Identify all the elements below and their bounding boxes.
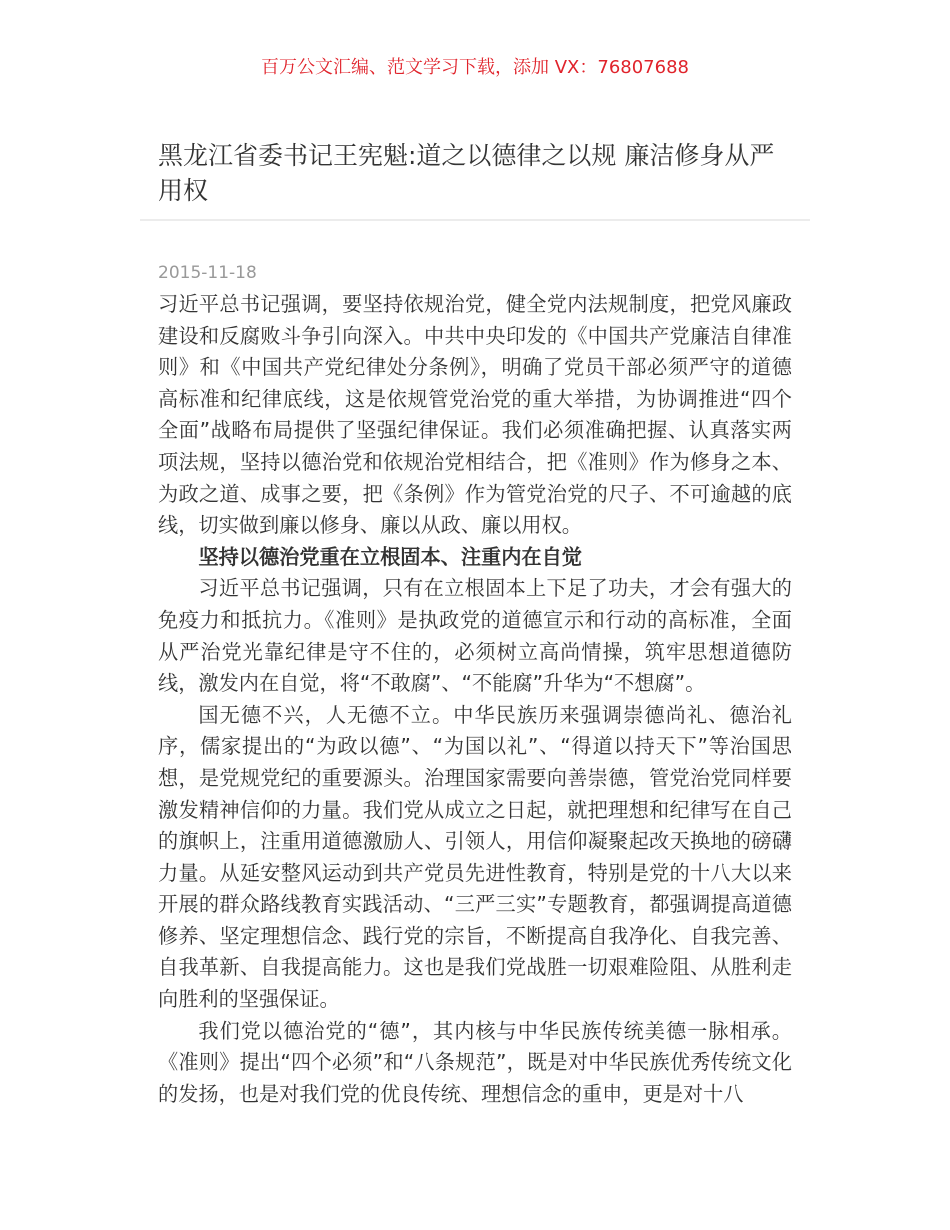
paragraph: 国无德不兴，人无德不立。中华民族历来强调崇德尚礼、德治礼序，儒家提出的“为政以德”、“为国以礼”、“得道以持天下”等治国思想，是党规党纪的重要源头。治理国家需要向善崇德，管党治党同样要激发精神信仰的力量。我们党从成立之日起，就把理想和纪律写在自己的旗帜上，注重用道德激励人、引领人，用信仰凝聚起改天换地的磅礴力量。从延安整风运动到共产党员先进性教育，特别是党的十八大以来开展的群众路线教育实践活动、“三严三实”专题教育，都强调提高道德修养、坚定理想信念、践行党的宗旨，不断提高自我净化、自我完善、自我革新、自我提高能力。这也是我们党战胜一切艰难险阻、从胜利走向胜利的坚强保证。 [158,702,792,1012]
section-heading: 坚持以德治党重在立根固本、注重内在自觉 [198,544,582,569]
title-divider [140,219,810,221]
paragraph: 我们党以德治党的“德”，其内核与中华民族传统美德一脉相承。《准则》提出“四个必须”和“八条规范”，既是对中华民族优秀传统文化的发扬，也是对我们党的优良传统、理想信念的重申，更是对十八 [158,1018,792,1106]
article-body [158,289,792,1110]
publish-date: 2015-11-18 [158,263,257,283]
article-title: 黑龙江省委书记王宪魁:道之以德律之以规 廉洁修身从严用权 [158,141,775,205]
paragraph-intro: 习近平总书记强调，要坚持依规治党，健全党内法规制度，把党风廉政建设和反腐败斗争引向深入。中共中央印发的《中国共产党廉洁自律准则》和《中国共产党纪律处分条例》，明确了党员干部必须严守的道德高标准和纪律底线，这是依规管党治党的重大举措，为协调推进“四个全面”战略布局提供了坚强纪律保证。我们必须准确把握、认真落实两项法规，坚持以德治党和依规治党相结合，把《准则》作为修身之本、为政之道、成事之要，把《条例》作为管党治党的尺子、不可逾越的底线，切实做到廉以修身、廉以从政、廉以用权。 [158,292,792,538]
watermark-banner: 百万公文汇编、范文学习下载，添加 VX：76807688 [261,57,689,78]
paragraph: 习近平总书记强调，只有在立根固本上下足了功夫，才会有强大的免疫力和抵抗力。《准则》是执政党的道德宣示和行动的高标准，全面从严治党光靠纪律是守不住的，必须树立高尚情操，筑牢思想道德防线，激发内在自觉，将“不敢腐”、“不能腐”升华为“不想腐”。 [158,576,792,696]
